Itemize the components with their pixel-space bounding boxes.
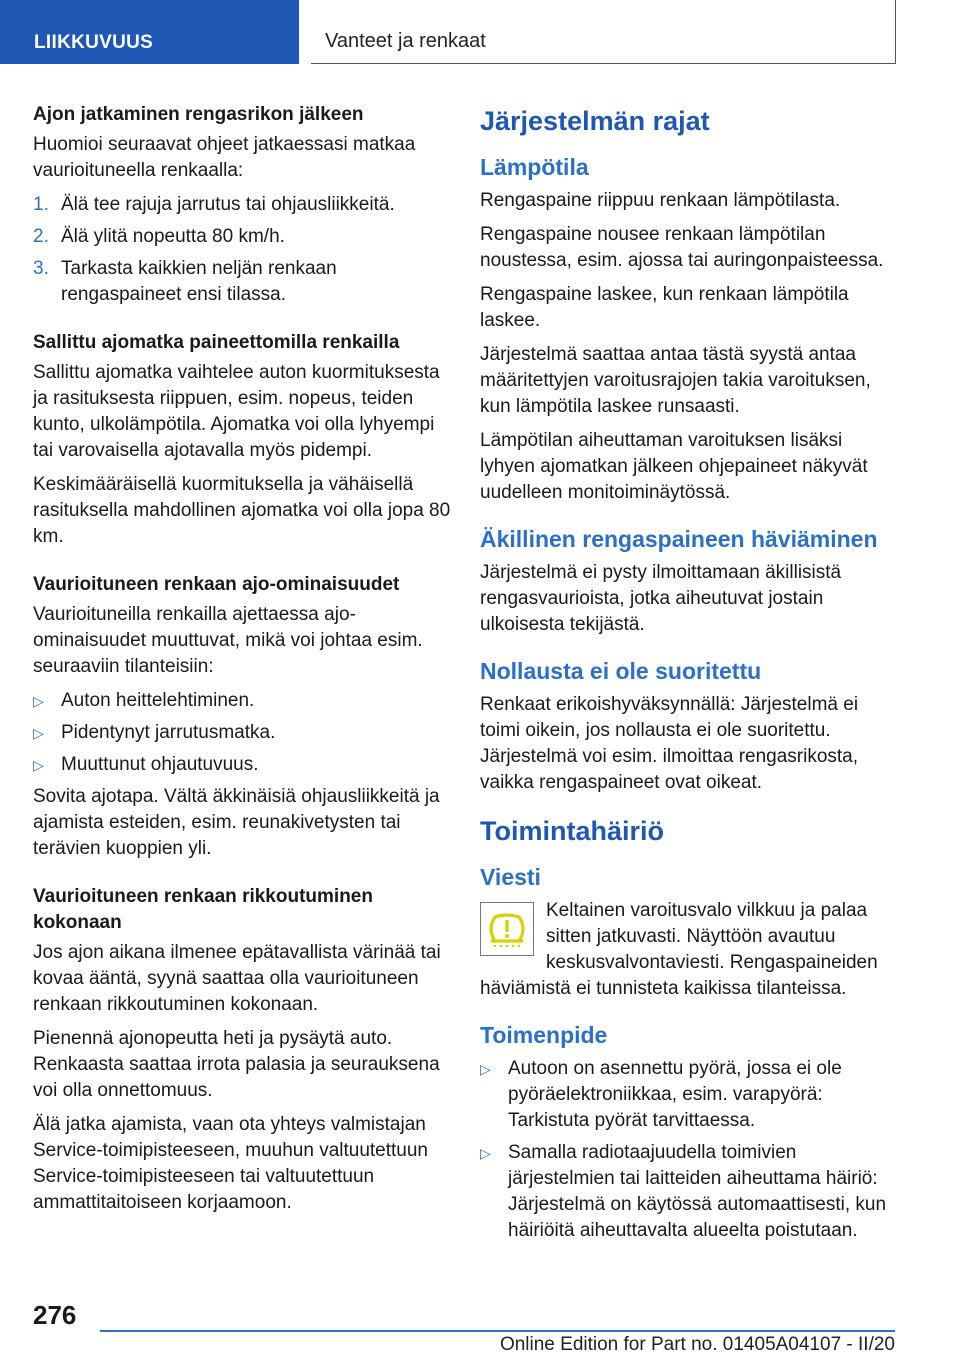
heading-malfunction: Toimintahäiriö	[480, 816, 665, 846]
step-number: 1.	[33, 194, 49, 215]
heading-allowed-distance: Sallittu ajomatka paineettomilla renkailla	[33, 332, 400, 353]
paragraph: Rengaspaine nousee renkaan lämpötilan noustessa, esim. ajossa tai auringonpaisteessa.	[480, 224, 884, 271]
list-item-text: Muuttunut ohjautuvuus.	[61, 754, 259, 775]
paragraph: Huomioi seuraavat ohjeet jatkaessasi matkaa vaurioituneella renkaalla:	[33, 134, 416, 181]
paragraph: Älä jatka ajamista, vaan ota yhteys valmistajan Service-toimipisteeseen, muuhun valtuutettuun Service-toimipisteeseen tai valtuutettuun ammattitaitoiseen korjaamoon.	[33, 1114, 429, 1213]
paragraph: Rengaspaine laskee, kun renkaan lämpötila laskee.	[480, 284, 849, 331]
heading-sudden-loss: Äkillinen rengaspaineen häviäminen	[480, 526, 878, 552]
section-title: LIIKKUVUUS	[34, 32, 154, 53]
list-item	[33, 720, 451, 746]
paragraph: Keskimääräisellä kuormituksella ja vähäisellä rasituksella mahdollinen ajomatka voi olla jopa 80 km.	[33, 474, 451, 547]
list-item-text: Samalla radiotaajuudella toimivien järjestelmien tai laitteiden aiheuttama häiriö: Järjestelmä on käytössä automaattisesti, kun häiriöitä aiheuttavalta alueelta poistutaan.	[508, 1142, 887, 1241]
section-tab	[0, 0, 299, 64]
step-text: Älä ylitä nopeutta 80 km/h.	[61, 226, 285, 247]
page-number: 276	[33, 1300, 77, 1330]
heading-system-limits: Järjestelmän rajat	[480, 106, 710, 136]
paragraph: Järjestelmä saattaa antaa tästä syystä antaa määritettyjen varoitusrajojen takia varoituksen, kun lämpötila laskee runsaasti.	[480, 344, 871, 417]
paragraph: Pienennä ajonopeutta heti ja pysäytä auto. Renkaasta saattaa irrota palasia ja seurauksena voi olla onnettomuus.	[33, 1028, 440, 1101]
paragraph: Rengaspaine riippuu renkaan lämpötilasta.	[480, 190, 841, 211]
list-item	[480, 1140, 898, 1244]
triangle-bullet-icon: ▷	[33, 757, 44, 773]
numbered-steps	[33, 192, 451, 308]
paragraph: Lämpötilan aiheuttaman varoituksen lisäksi lyhyen ajomatkan jälkeen ohjepaineet näkyvät uudelleen monitoiminäytössä.	[480, 430, 868, 503]
list-item-text: Autoon on asennettu pyörä, jossa ei ole pyöräelektroniikkaa, esim. varapyörä: Tarkistuta pyörät tarvittaessa.	[508, 1058, 842, 1131]
topic-tab	[311, 0, 896, 64]
step-number: 3.	[33, 258, 49, 279]
paragraph: Renkaat erikoishyväksynnällä: Järjestelmä ei toimi oikein, jos nollausta ei ole suoritettu. Järjestelmä voi esim. ilmoittaa rengasrikosta, vaikka rengaspaineet ovat oikeat.	[480, 694, 859, 793]
step-item	[33, 256, 451, 308]
paragraph: Jos ajon aikana ilmenee epätavallista värinää tai kovaa ääntä, syynä saattaa olla vaurioituneen renkaan rikkoutuminen kokonaan.	[33, 942, 441, 1015]
heading-tire-failure: Vaurioituneen renkaan rikkoutuminen kokonaan	[33, 886, 373, 933]
heading-driving-characteristics: Vaurioituneen renkaan ajo-ominaisuudet	[33, 574, 400, 595]
paragraph: Järjestelmä ei pysty ilmoittamaan äkillisistä rengasvaurioista, jotka aiheutuvat jostain ulkoisesta tekijästä.	[480, 562, 842, 635]
bullet-list	[33, 688, 451, 778]
paragraph: Keltainen varoitusvalo vilkkuu ja palaa sitten jatkuvasti. Näyttöön avautuu keskusvalvontaviesti. Rengaspaineiden häviämistä ei tunnisteta kaikissa tilanteissa.	[480, 900, 878, 999]
footer-divider	[100, 1330, 895, 1332]
list-item	[33, 752, 451, 778]
tire-pressure-warning-icon	[480, 902, 534, 956]
right-column	[480, 100, 898, 1250]
step-text: Älä tee rajuja jarrutus tai ohjausliikkeitä.	[61, 194, 395, 215]
edition-note: Online Edition for Part no. 01405A04107 - II/20	[499, 1334, 895, 1355]
triangle-bullet-icon: ▷	[480, 1145, 491, 1161]
list-item	[480, 1056, 898, 1134]
step-item	[33, 224, 451, 250]
triangle-bullet-icon: ▷	[33, 693, 44, 709]
heading-reset-not-done: Nollausta ei ole suoritettu	[480, 658, 762, 684]
heading-message: Viesti	[480, 864, 541, 890]
list-item-text: Pidentynyt jarrutusmatka.	[61, 722, 276, 743]
heading-action: Toimenpide	[480, 1022, 608, 1048]
step-text: Tarkasta kaikkien neljän renkaan rengaspaineet ensi tilassa.	[61, 258, 337, 305]
list-item-text: Auton heittelehtiminen.	[61, 690, 255, 711]
heading-temperature: Lämpötila	[480, 154, 589, 180]
left-column	[33, 100, 451, 1224]
triangle-bullet-icon: ▷	[33, 725, 44, 741]
warning-message-block	[480, 898, 898, 1002]
step-item	[33, 192, 451, 218]
paragraph: Sovita ajotapa. Vältä äkkinäisiä ohjausliikkeitä ja ajamista esteiden, esim. reunakivetysten tai terävien kuoppien yli.	[33, 786, 440, 859]
list-item	[33, 688, 451, 714]
heading-continue-driving: Ajon jatkaminen rengasrikon jälkeen	[33, 104, 364, 125]
paragraph: Vaurioituneilla renkailla ajettaessa ajo-ominaisuudet muuttuvat, mikä voi johtaa esim. seuraaviin tilanteisiin:	[33, 604, 423, 677]
paragraph: Sallittu ajomatka vaihtelee auton kuormituksesta ja rasituksesta riippuen, esim. nopeus, teiden kunto, ulkolämpötila. Ajomatka voi olla lyhyempi tai varovaisella ajotavalla myös pidempi.	[33, 362, 440, 461]
step-number: 2.	[33, 226, 49, 247]
bullet-list	[480, 1056, 898, 1244]
triangle-bullet-icon: ▷	[480, 1061, 491, 1077]
topic-title: Vanteet ja renkaat	[325, 30, 486, 52]
